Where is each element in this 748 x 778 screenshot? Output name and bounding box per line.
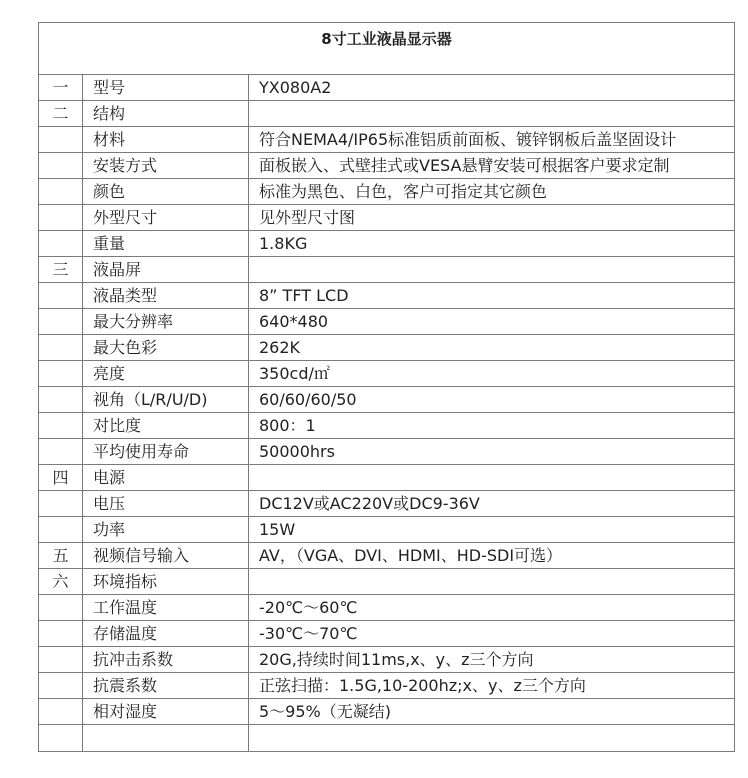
row-value: 800：1 [249, 413, 735, 439]
row-value [249, 725, 735, 752]
row-name: 对比度 [83, 413, 249, 439]
row-index [39, 153, 83, 179]
row-value: AV，（VGA、DVI、HDMI、HD-SDI可选） [249, 543, 735, 569]
row-value: -20℃～60℃ [249, 595, 735, 621]
row-value: 8” TFT LCD [249, 283, 735, 309]
row-value: -30℃～70℃ [249, 621, 735, 647]
row-name: 液晶屏 [83, 257, 249, 283]
row-index: 四 [39, 465, 83, 491]
row-name: 外型尺寸 [83, 205, 249, 231]
row-index: 六 [39, 569, 83, 595]
row-name: 最大色彩 [83, 335, 249, 361]
table-row [39, 309, 735, 335]
row-name: 环境指标 [83, 569, 249, 595]
row-value [249, 569, 735, 595]
row-value: 262K [249, 335, 735, 361]
row-value: 面板嵌入、式壁挂式或VESA悬臂安装可根据客户要求定制 [249, 153, 735, 179]
table-row [39, 543, 735, 569]
table-row [39, 413, 735, 439]
row-name: 安装方式 [83, 153, 249, 179]
row-index: 一 [39, 75, 83, 101]
row-name: 视频信号输入 [83, 543, 249, 569]
row-index [39, 725, 83, 752]
row-index [39, 335, 83, 361]
row-name: 工作温度 [83, 595, 249, 621]
row-name: 液晶类型 [83, 283, 249, 309]
row-name: 功率 [83, 517, 249, 543]
row-name: 结构 [83, 101, 249, 127]
row-value: 640*480 [249, 309, 735, 335]
row-value: 15W [249, 517, 735, 543]
row-value [249, 465, 735, 491]
row-value: 50000hrs [249, 439, 735, 465]
title-row [39, 23, 735, 75]
row-name: 材料 [83, 127, 249, 153]
table-row [39, 595, 735, 621]
row-index: 三 [39, 257, 83, 283]
table-row [39, 231, 735, 257]
table-row [39, 101, 735, 127]
table-row [39, 439, 735, 465]
row-value: YX080A2 [249, 75, 735, 101]
row-value: 350cd/㎡ [249, 361, 735, 387]
table-row [39, 491, 735, 517]
row-index: 五 [39, 543, 83, 569]
row-name: 电源 [83, 465, 249, 491]
row-index [39, 127, 83, 153]
row-index [39, 309, 83, 335]
row-index [39, 621, 83, 647]
row-name: 亮度 [83, 361, 249, 387]
row-value: 5～95%（无凝结) [249, 699, 735, 725]
table-row [39, 335, 735, 361]
row-value: DC12V或AC220V或DC9-36V [249, 491, 735, 517]
table-row [39, 387, 735, 413]
row-index [39, 699, 83, 725]
table-row [39, 621, 735, 647]
row-name: 相对湿度 [83, 699, 249, 725]
table-row [39, 127, 735, 153]
table-row [39, 673, 735, 699]
table-row [39, 699, 735, 725]
row-value: 60/60/60/50 [249, 387, 735, 413]
table-title: 8寸工业液晶显示器 [39, 23, 735, 75]
row-index [39, 231, 83, 257]
row-name: 视角（L/R/U/D) [83, 387, 249, 413]
table-row [39, 257, 735, 283]
row-index [39, 361, 83, 387]
row-index: 二 [39, 101, 83, 127]
row-value [249, 257, 735, 283]
table-row [39, 179, 735, 205]
table-row [39, 75, 735, 101]
row-name: 最大分辨率 [83, 309, 249, 335]
row-value: 见外型尺寸图 [249, 205, 735, 231]
row-value: 标准为黑色、白色，客户可指定其它颜色 [249, 179, 735, 205]
row-value: 符合NEMA4/IP65标准铝质前面板、镀锌钢板后盖坚固设计 [249, 127, 735, 153]
row-name: 型号 [83, 75, 249, 101]
row-value: 20G,持续时间11ms,x、y、z三个方向 [249, 647, 735, 673]
row-name: 重量 [83, 231, 249, 257]
table-row [39, 361, 735, 387]
row-index [39, 673, 83, 699]
table-row [39, 465, 735, 491]
row-index [39, 491, 83, 517]
table-row [39, 205, 735, 231]
table-row [39, 153, 735, 179]
table-row [39, 569, 735, 595]
row-name: 抗震系数 [83, 673, 249, 699]
row-name: 抗冲击系数 [83, 647, 249, 673]
spec-table [38, 22, 735, 752]
row-name: 颜色 [83, 179, 249, 205]
row-index [39, 413, 83, 439]
row-value: 正弦扫描：1.5G,10-200hz;x、y、z三个方向 [249, 673, 735, 699]
row-name: 平均使用寿命 [83, 439, 249, 465]
row-index [39, 439, 83, 465]
row-value: 1.8KG [249, 231, 735, 257]
row-index [39, 387, 83, 413]
table-row [39, 517, 735, 543]
row-index [39, 179, 83, 205]
row-index [39, 283, 83, 309]
table-row [39, 283, 735, 309]
row-value [249, 101, 735, 127]
row-name: 存储温度 [83, 621, 249, 647]
row-index [39, 595, 83, 621]
row-index [39, 205, 83, 231]
table-row [39, 725, 735, 752]
table-row [39, 647, 735, 673]
row-index [39, 517, 83, 543]
row-name: 电压 [83, 491, 249, 517]
row-name [83, 725, 249, 752]
row-index [39, 647, 83, 673]
